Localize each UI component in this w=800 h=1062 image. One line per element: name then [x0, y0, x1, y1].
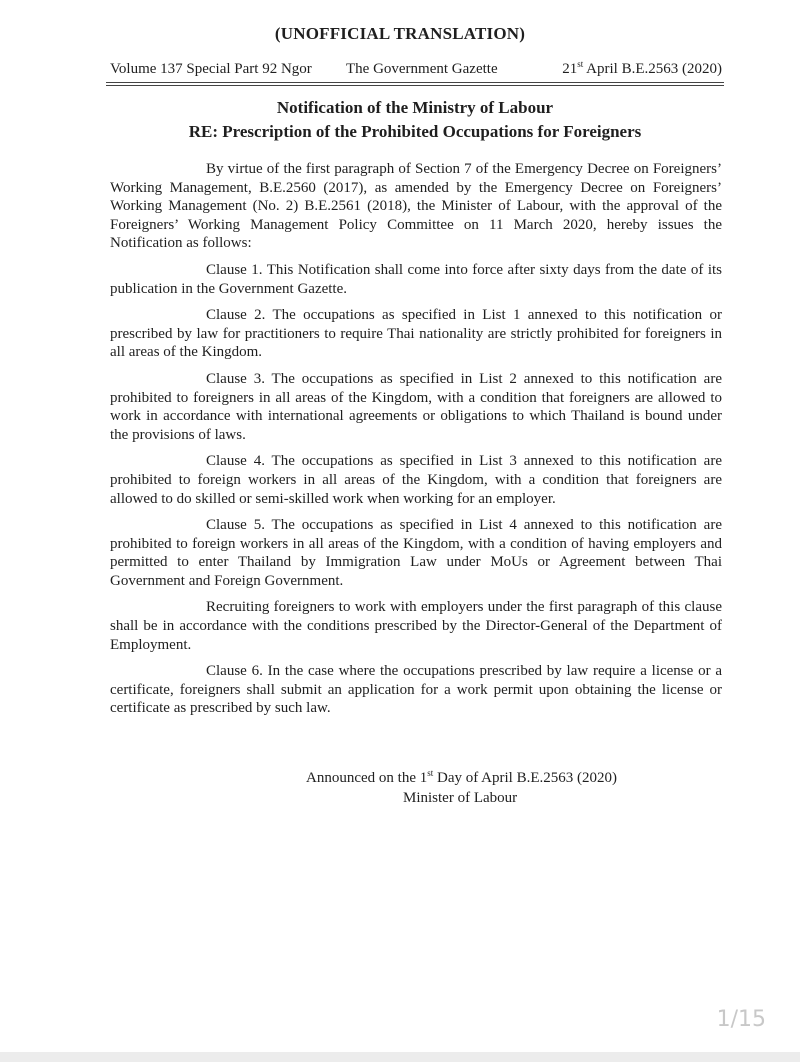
clause-4-paragraph: Clause 4. The occupations as specified in List 3 annexed to this notification are prohibited to foreign workers in all areas of the Kingdom, with a condition that foreigners are allowed to do skilled or semi-skilled work when working for an employer. — [110, 453, 722, 507]
announcement-rest: Day of April B.E.2563 (2020) — [433, 770, 617, 786]
announcement-suffix: st — [427, 768, 434, 778]
gazette-date-day: 21 — [562, 61, 578, 77]
announcement-prefix: Announced on the 1 — [306, 770, 428, 786]
clause-5-paragraph: Clause 5. The occupations as specified in List 4 annexed to this notification are prohibited to foreign workers in all areas of the Kingdom, with a condition of having employers and permitted to enter Thailand by Immigration Law under MoUs or Agreement between Thai Government and Foreign Government. — [110, 517, 722, 589]
gazette-date-suffix: st — [577, 59, 584, 69]
clause-6-paragraph: Clause 6. In the case where the occupations prescribed by law require a license or a certificate, foreigners shall submit an application for a work permit upon obtaining the license or certificate as prescribed by such law. — [110, 663, 722, 717]
header-divider-second — [106, 85, 724, 86]
gazette-name: The Government Gazette — [346, 61, 498, 77]
document-body — [110, 160, 722, 726]
announcement-date — [306, 769, 617, 788]
signer-title: Minister of Labour — [403, 790, 518, 806]
viewer-bottom-bar — [0, 1052, 800, 1062]
preamble-paragraph: By virtue of the first paragraph of Section 7 of the Emergency Decree on Foreigners’ Working Management, B.E.2560 (2017), as amended by the Emergency Decree on Foreigners’ Working Management (No. 2) B.E.2561 (2018), the Minister of Labour, with the approval of the Foreigners’ Working Management Policy Committee on 11 March 2020, hereby issues the Notification as follows: — [110, 161, 722, 252]
clause-5-second-paragraph: Recruiting foreigners to work with employers under the first paragraph of this clause shall be in accordance with the conditions prescribed by the Director-General of the Department of Employment. — [110, 599, 722, 653]
unofficial-translation-label: (UNOFFICIAL TRANSLATION) — [274, 24, 526, 43]
document-title: Notification of the Ministry of Labour — [276, 98, 554, 117]
gazette-date — [562, 61, 722, 78]
document-subtitle: RE: Prescription of the Prohibited Occupations for Foreigners — [188, 122, 642, 141]
gazette-date-rest: April B.E.2563 (2020) — [586, 61, 722, 77]
clause-1-paragraph: Clause 1. This Notification shall come into force after sixty days from the date of its publication in the Government Gazette. — [110, 261, 722, 297]
clause-2-paragraph: Clause 2. The occupations as specified in List 1 annexed to this notification or prescribed by law for practitioners to require Thai nationality are strictly prohibited for foreigners in all areas of the Kingdom. — [110, 307, 722, 361]
page-indicator: 1/15 — [716, 1007, 766, 1032]
header-divider — [106, 82, 724, 83]
clause-3-paragraph: Clause 3. The occupations as specified in List 2 annexed to this notification are prohibited to foreigners in all areas of the Kingdom, with a condition that foreigners are allowed to work in accordance with international agreements or obligations to which Thailand is bound under the provisions of laws. — [110, 370, 722, 443]
gazette-volume: Volume 137 Special Part 92 Ngor — [110, 61, 312, 77]
